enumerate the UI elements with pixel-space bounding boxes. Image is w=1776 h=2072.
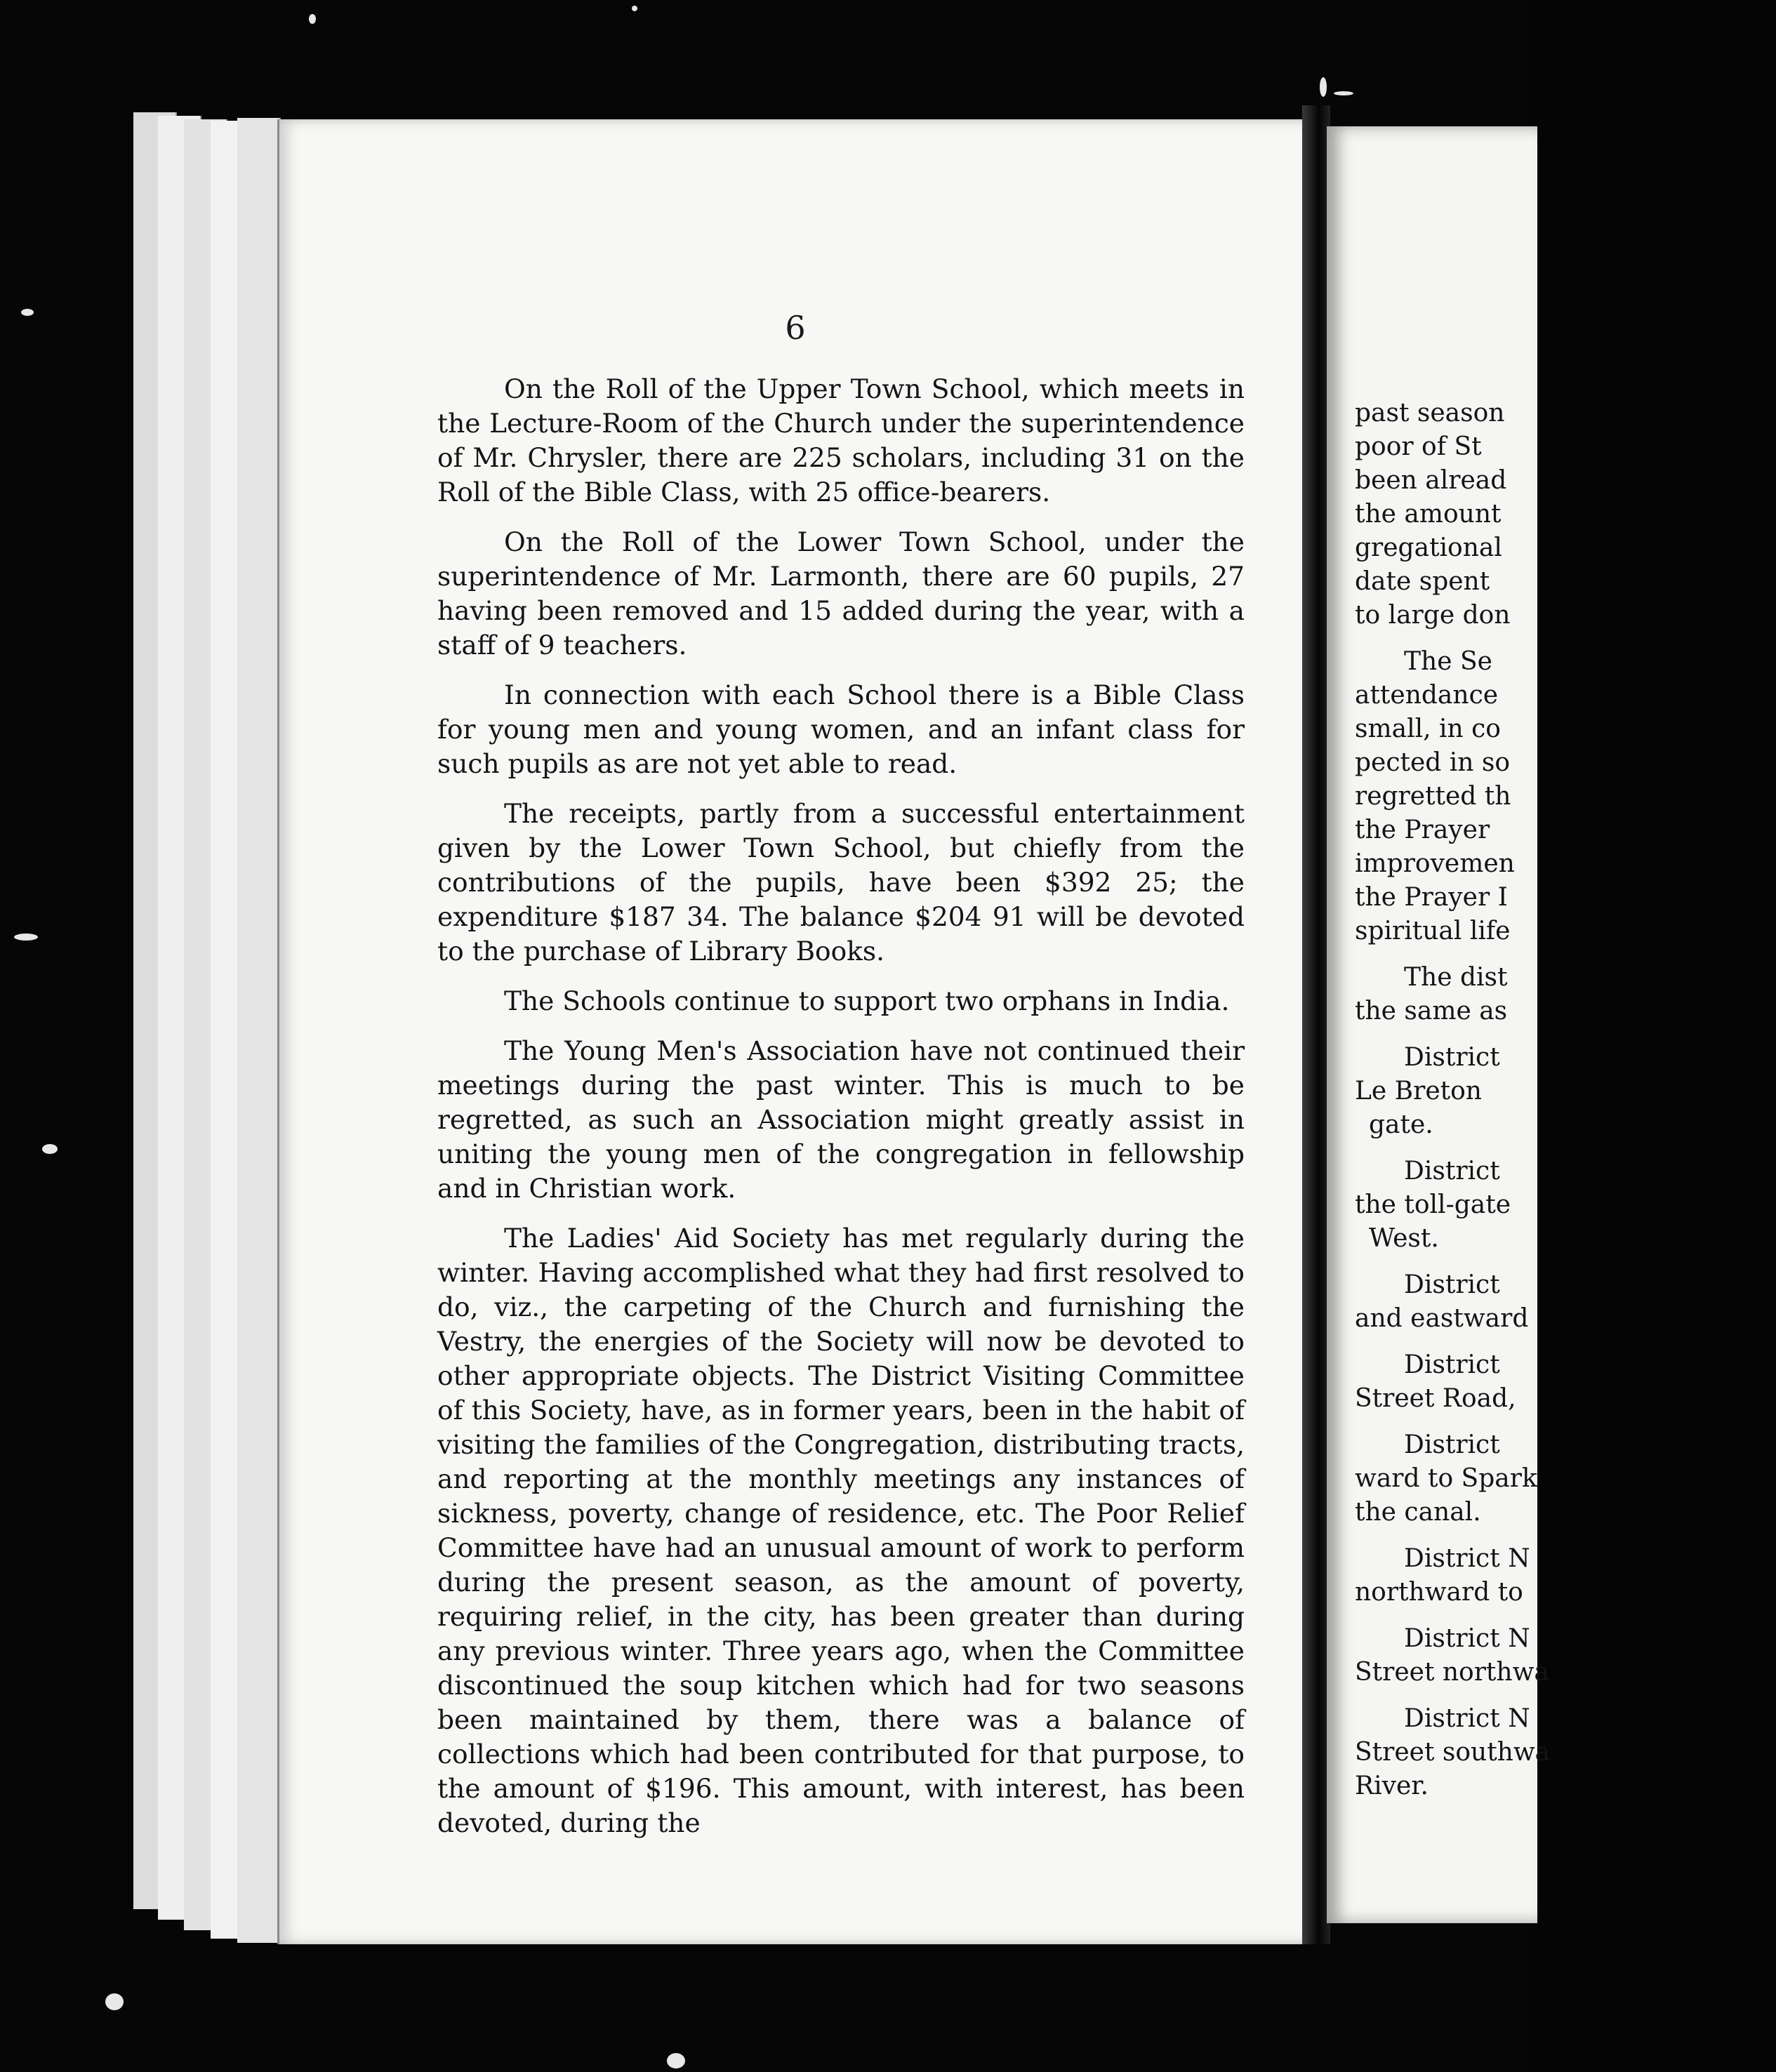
left-page-body [437,372,1245,1840]
left-page [277,119,1311,1944]
right-line: the canal. [1355,1498,1481,1527]
paragraph-lower-town-school: On the Roll of the Lower Town School, under the superintendence of Mr. Larmonth, there are 60 pupils, 27 having been removed and 15 added during the year, with a staff of 9 teachers. [437,526,1245,660]
right-line: District N [1404,1704,1530,1733]
right-line: the same as [1355,997,1508,1025]
film-speck [1334,91,1353,95]
right-line: District N [1404,1624,1530,1653]
right-line: past season [1355,399,1505,427]
right-line: the Prayer [1355,816,1490,844]
right-line: District [1404,1043,1500,1072]
right-line: District N [1404,1544,1530,1573]
right-line: gregational [1355,533,1502,562]
right-line: date spent [1355,567,1490,596]
film-speck [632,6,637,11]
right-line: West. [1369,1224,1439,1253]
right-line: the toll-gate [1355,1190,1511,1219]
right-line: River. [1355,1772,1429,1800]
right-line: been alread [1355,466,1507,495]
right-line: poor of St [1355,432,1482,461]
right-line: spiritual life [1355,917,1511,945]
film-speck [14,934,38,941]
right-line: improvemen [1355,849,1515,878]
right-line: District [1404,1430,1500,1459]
right-line: northward to [1355,1578,1523,1607]
right-line: Street Road, [1355,1384,1516,1413]
paragraph-young-mens-association: The Young Men's Association have not continued their meetings during the past winter. This is much to be regretted, as such an Association might greatly assist in uniting the young men of the congregation in fellowship and in Christian work. [437,1035,1245,1204]
right-line: small, in co [1355,715,1501,743]
paragraph-bible-class: In connection with each School there is a Bible Class for young men and young women, and an infant class for such pupils as are not yet able to read. [437,679,1245,779]
right-line: to large don [1355,601,1511,630]
right-line: the amount [1355,500,1502,529]
right-line: District [1404,1350,1500,1379]
right-line: and eastward [1355,1304,1529,1333]
right-line: The dist [1404,963,1508,992]
paragraph-ladies-aid-society: The Ladies' Aid Society has met regularly during the winter. Having accomplished what they had first resolved to do, viz., the carpeting of the Church and furnishing the Vestry, the energies of the Society will now be devoted to other appropriate objects. The District Visiting Committee of this Society, have, as in former years, been in the habit of visiting the families of the Congregation, distributing tracts, and reporting at the monthly meetings any instances of sickness, poverty, change of residence, etc. The Poor Relief Committee have had an unusual amount of work to perform during the present season, as the amount of poverty, requiring relief, in the city, has been greater than during any previous winter. Three years ago, when the Committee discontinued the soup kitchen which had for two seasons been maintained by them, there was a balance of collections which had been contributed for that purpose, to the amount of $196. This amount, with interest, has been devoted, during the [437,1223,1245,1838]
right-line: Street northwa [1355,1658,1549,1687]
paragraph-orphans: The Schools continue to support two orphans in India. [504,985,1230,1016]
right-line: District [1404,1270,1500,1299]
page-number: 6 [785,309,806,347]
film-speck [21,309,34,316]
paragraph-upper-town-school: On the Roll of the Upper Town School, which meets in the Lecture-Room of the Church under the superintendence of Mr. Chrysler, there are 225 scholars, including 31 on the Roll of the Bible Class, with 25 office-bearers. [437,373,1245,507]
right-line: attendance [1355,681,1499,710]
page-edge [237,118,281,1943]
film-speck [667,2053,685,2068]
film-speck [105,1993,124,2010]
film-speck [1320,77,1327,97]
right-line: the Prayer I [1355,883,1508,912]
film-speck [309,14,316,24]
right-line: Le Breton [1355,1077,1482,1105]
right-page-body [1355,397,1776,1803]
right-line: pected in so [1355,748,1511,777]
right-line: The Se [1404,647,1492,676]
book-gutter [1302,105,1330,1944]
film-speck [42,1144,58,1154]
paragraph-receipts: The receipts, partly from a successful entertainment given by the Lower Town School, but chiefly from the contributions of the pupils, have been $392 25; the expenditure $187 34. The balance $204 91 will be devoted to the purchase of Library Books. [437,798,1245,967]
right-line: District [1404,1157,1500,1186]
right-page [1327,126,1551,1923]
right-line: Street southwa [1355,1738,1551,1767]
right-line: gate. [1369,1110,1433,1139]
right-line: ward to Spark [1355,1464,1537,1493]
right-line: regretted th [1355,782,1511,811]
